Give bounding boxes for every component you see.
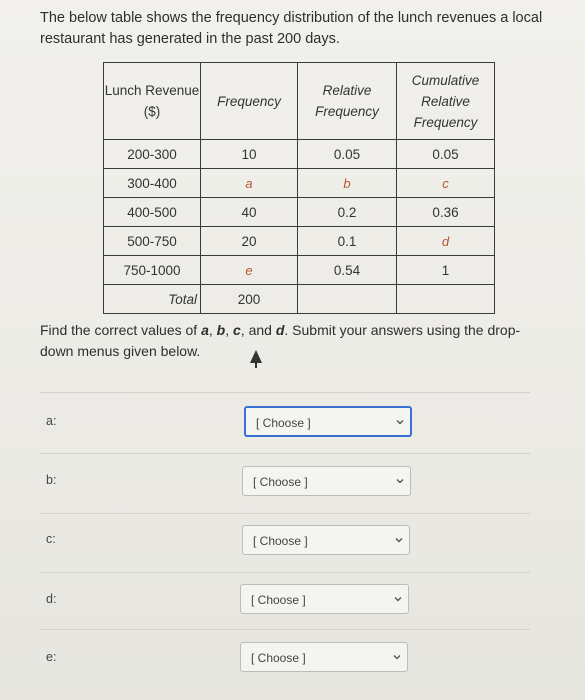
dropdown-placeholder: [ Choose ]	[253, 475, 308, 489]
header-frequency: Frequency	[201, 63, 298, 140]
instruction-var-a: a	[201, 322, 209, 338]
chevron-down-icon	[395, 476, 405, 486]
cell-relative-frequency: 0.1	[298, 227, 397, 256]
header-relative-frequency: Relative Frequency	[298, 63, 397, 140]
instruction-var-c: c	[233, 322, 241, 338]
chevron-down-icon	[392, 652, 402, 662]
cell-frequency: 40	[201, 198, 298, 227]
header-lunch-revenue: Lunch Revenue ($)	[104, 63, 201, 140]
instruction-segment: ,	[208, 322, 217, 338]
cell-range: 750-1000	[104, 256, 201, 285]
dropdown-placeholder: [ Choose ]	[251, 593, 306, 607]
chevron-down-icon	[395, 417, 405, 427]
table-header-row	[104, 63, 495, 140]
table-row	[104, 198, 495, 227]
table-row	[104, 169, 495, 198]
cell-frequency	[201, 256, 298, 285]
variable-e: e	[245, 262, 253, 278]
total-label: Total	[104, 285, 201, 314]
table-row	[104, 227, 495, 256]
cell-relative-frequency: 0.05	[298, 140, 397, 169]
instruction-var-b: b	[216, 322, 226, 338]
table-total-row	[104, 285, 495, 314]
instruction-text	[40, 320, 530, 362]
dropdown-d[interactable]	[240, 584, 409, 614]
dropdown-e[interactable]	[240, 642, 408, 672]
question-label-d: d:	[46, 592, 57, 606]
question-label-b: b:	[46, 473, 57, 487]
cell-range: 500-750	[104, 227, 201, 256]
cell-range: 300-400	[104, 169, 201, 198]
divider	[40, 572, 530, 573]
question-label-a: a:	[46, 414, 57, 428]
total-empty-cell	[397, 285, 495, 314]
cell-cumulative	[397, 227, 495, 256]
intro-text: The below table shows the frequency distribution of the lunch revenues a local restaurant has generated in the past 200 days.	[40, 10, 543, 47]
total-value: 200	[201, 285, 298, 314]
cell-range: 400-500	[104, 198, 201, 227]
divider	[40, 392, 530, 393]
instruction-segment: . Submit your answers using the drop-down menus given below.	[40, 322, 521, 359]
instruction-segment: ,	[225, 322, 233, 338]
variable-b: b	[343, 175, 351, 191]
total-empty-cell	[298, 285, 397, 314]
variable-d: d	[441, 233, 450, 249]
cell-range: 200-300	[104, 140, 201, 169]
cell-relative-frequency: 0.54	[298, 256, 397, 285]
divider	[40, 629, 530, 630]
instruction-segment: , and	[240, 322, 276, 338]
variable-a: a	[245, 175, 253, 191]
divider	[40, 513, 530, 514]
frequency-table	[103, 62, 495, 314]
cell-cumulative: 0.36	[397, 198, 495, 227]
cell-frequency	[201, 169, 298, 198]
instruction-var-d: d	[275, 322, 285, 338]
dropdown-placeholder: [ Choose ]	[251, 651, 306, 665]
cell-cumulative	[397, 169, 495, 198]
chevron-down-icon	[393, 594, 403, 604]
cell-relative-frequency: 0.2	[298, 198, 397, 227]
dropdown-b[interactable]	[242, 466, 411, 496]
dropdown-placeholder: [ Choose ]	[256, 416, 311, 430]
chevron-down-icon	[394, 535, 404, 545]
cell-frequency: 20	[201, 227, 298, 256]
cell-cumulative: 0.05	[397, 140, 495, 169]
variable-c: c	[442, 175, 449, 191]
instruction-segment: Find the correct values of	[40, 322, 202, 338]
dropdown-placeholder: [ Choose ]	[253, 534, 308, 548]
question-label-c: c:	[46, 532, 56, 546]
header-cumulative-relative-frequency: Cumulative Relative Frequency	[397, 63, 495, 140]
divider	[40, 453, 530, 454]
table-row	[104, 256, 495, 285]
question-label-e: e:	[46, 650, 57, 664]
mouse-cursor-tail	[255, 362, 257, 368]
cell-cumulative: 1	[397, 256, 495, 285]
cell-frequency: 10	[201, 140, 298, 169]
cell-relative-frequency	[298, 169, 397, 198]
dropdown-c[interactable]	[242, 525, 410, 555]
dropdown-a[interactable]	[244, 406, 412, 437]
table-row	[104, 140, 495, 169]
